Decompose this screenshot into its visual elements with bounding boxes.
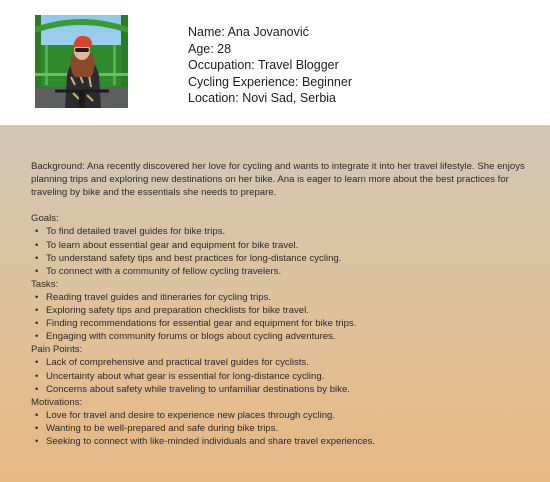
tasks-heading: Tasks: xyxy=(31,278,59,290)
list-item: • To find detailed travel guides for bike trips. xyxy=(31,225,525,238)
list-item: • Reading travel guides and itineraries for cycling trips. xyxy=(31,291,525,304)
persona-header xyxy=(0,0,550,125)
list-item: • To connect with a community of fellow cycling travelers. xyxy=(31,265,525,278)
background-text: Background: Ana recently discovered her love for cycling and wants to integrate it into her travel lifestyle. She enjoys planning trips and exploring new destinations on her bike. Ana is eager to learn more about the best practices for traveling by bike and the essentials she needs to prepare. xyxy=(31,161,525,199)
list-item: • Wanting to be well-prepared and safe during bike trips. xyxy=(31,422,525,435)
list-item: • Engaging with community forums or blogs about cycling adventures. xyxy=(31,330,525,343)
goals-list xyxy=(31,225,525,277)
profile-name: Name: Ana Jovanović xyxy=(188,25,309,39)
persona-details-panel xyxy=(0,125,550,482)
tasks-list xyxy=(31,291,525,343)
list-item: • Uncertainty about what gear is essential for long-distance cycling. xyxy=(31,370,525,383)
profile-location: Location: Novi Sad, Serbia xyxy=(188,91,337,105)
profile-photo-image xyxy=(35,15,128,108)
pain-points-list xyxy=(31,356,525,395)
profile-occupation: Occupation: Travel Blogger xyxy=(188,58,339,72)
list-item: • Seeking to connect with like-minded individuals and share travel experiences. xyxy=(31,435,525,448)
motivations-list xyxy=(31,409,525,448)
profile-age: Age: 28 xyxy=(188,41,232,56)
goals-heading: Goals: xyxy=(31,213,59,225)
list-item: • Concerns about safety while traveling to unfamiliar destinations by bike. xyxy=(31,383,525,396)
list-item: • Exploring safety tips and preparation checklists for bike travel. xyxy=(31,304,525,317)
list-item: • To understand safety tips and best practices for long-distance cycling. xyxy=(31,252,525,265)
motivations-heading: Motivations: xyxy=(31,396,83,408)
list-item: • Love for travel and desire to experience new places through cycling. xyxy=(31,409,525,422)
persona-details xyxy=(31,160,525,448)
profile-photo xyxy=(35,15,128,108)
list-item: • Finding recommendations for essential gear and equipment for bike trips. xyxy=(31,317,525,330)
list-item: • Lack of comprehensive and practical travel guides for cyclists. xyxy=(31,356,525,369)
pain-points-heading: Pain Points: xyxy=(31,344,83,356)
list-item: • To learn about essential gear and equipment for bike travel. xyxy=(31,239,525,252)
profile-info xyxy=(188,24,352,107)
profile-cycling-experience: Cycling Experience: Beginner xyxy=(188,74,352,89)
